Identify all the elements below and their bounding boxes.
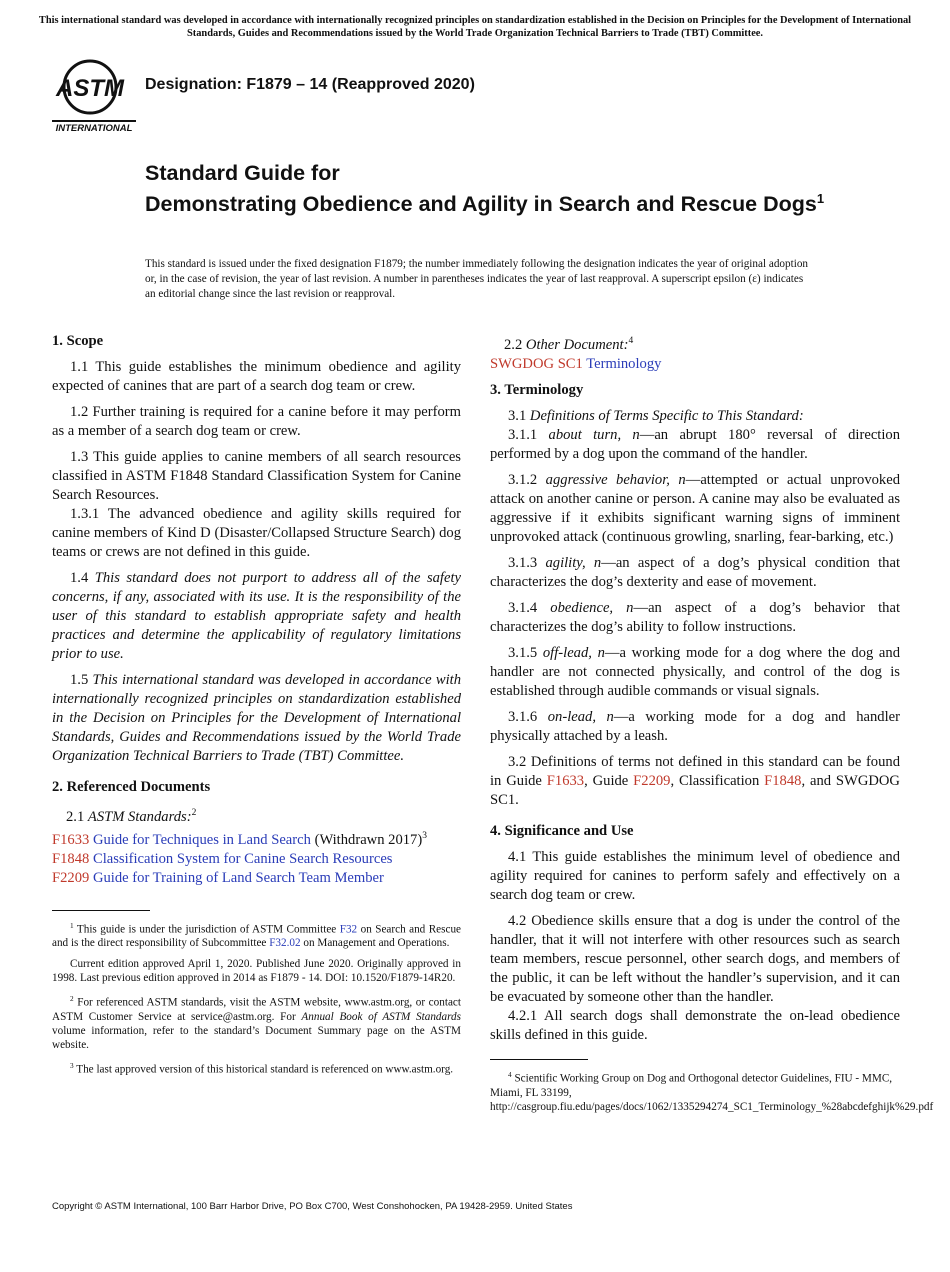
para-1-3-1: 1.3.1 The advanced obedience and agility skills required for canine members of Kind D (Disaster/Collapsed Structure Search) dog teams or crews are not defined in this guide. (52, 506, 461, 560)
para-1-5: 1.5 This international standard was developed in accordance with internationally recognized principles on standardization established in the Decision on Principles for the Development of International Standards, Guides and Recommendations issued by the World Trade Organization Technical Barriers to Trade (TBT) Committee. (52, 672, 462, 764)
section-scope-heading: 1. Scope (52, 333, 104, 349)
standard-issuance-note: This standard is issued under the fixed designation F1879; the number immediately following the designation indicates the year of original adoption or, in the case of revision, the year of last revision. A number in parentheses indicates the year of last reapproval. A superscript epsilon (ε) indicates an editorial change since the last revision or reapproval. (145, 258, 809, 300)
para-3-1: 3.1 Definitions of Terms Specific to This Standard: (508, 407, 804, 424)
link-guide-f1633[interactable]: F1633 (546, 772, 585, 789)
document-title (145, 160, 845, 217)
para-1-1: 1.1 This guide establishes the minimum obedience and agility expected of canines that are part of a search dog team or crew. (52, 359, 461, 394)
footnote-1: $^1$ This guide is under the jurisdiction of ASTM Committee F32 on Search and Rescue and is the direct responsibility of Subcommittee F32.02 on Management and Operations. (52, 921, 462, 950)
para-2-2: 2.2 Other Document:$^4$ (504, 336, 634, 353)
para-1-2: 1.2 Further training is required for a canine before it may perform as a member of a search dog team or crew. (52, 404, 461, 439)
para-1-3: 1.3 This guide applies to canine members of all search resources classified in ASTM F1848 Standard Classification System for Canine Search Resources. (52, 449, 461, 503)
para-1-4: 1.4 This standard does not purport to address all of the safety concerns, if any, associated with its use. It is the responsibility of the user of this standard to establish appropriate safety and health practices and determine the applicability of regulatory limitations prior to use. (52, 570, 461, 662)
astm-logo (52, 56, 136, 134)
para-3-2: 3.2 Definitions of terms not defined in this standard can be found in Guide F1633, Guide F2209, Classification F1848, and SWGDOG SC1. (490, 753, 900, 808)
footnote-1-edition: Current edition approved April 1, 2020. Published June 2020. Originally approved in 1998. Last previous edition approved in 2014 as F1879 - 14. DOI: 10.1520/F1879-14R20. (52, 958, 461, 985)
title-footnote-ref: 1 (816, 191, 825, 206)
link-f2209[interactable]: F2209 (52, 869, 90, 886)
footnote-3: $^3$ The last approved version of this historical standard is referenced on www.astm.org. (70, 1062, 454, 1076)
section-significance-heading: 4. Significance and Use (490, 822, 634, 839)
ref-swgdog (490, 355, 900, 374)
link-f1633-title[interactable]: Guide for Techniques in Land Search (92, 831, 311, 848)
right-column (490, 332, 934, 1121)
left-column (52, 332, 461, 1084)
para-2-1: 2.1 ASTM Standards:$^2$ (66, 808, 197, 825)
footnote-divider (52, 910, 150, 911)
top-notice: This international standard was developed in accordance with internationally recognized principles on standardization established in the Decision on Principles for the Development of International Standards, Guides and Recommendations issued by the World Trade Organization Technical Barriers to Trade (TBT) Committee. (38, 15, 912, 39)
para-4-1: 4.1 This guide establishes the minimum level of obedience and agility required for canines to perform safely and effectively on a search dog team or crew. (490, 848, 900, 903)
ref-f2209 (52, 869, 461, 888)
link-f32[interactable]: F32 (339, 923, 358, 936)
link-f1848[interactable]: F1848 (52, 850, 90, 867)
para-3-1-2: 3.1.2 aggressive behavior, n—attempted or actual unprovoked attack on another canine or person. A canine may also be evaluated as aggressive if it exhibits significant warning signs of imminent unprovoked attack (continuous growling, snarling, fear-barking, etc.) (490, 471, 900, 545)
para-3-1-5: 3.1.5 off-lead, n—a working mode for a dog where the dog and handler are not connected physically, and control of the dog is established through audible commands or visual signals. (490, 644, 900, 699)
link-f1848-title[interactable]: Classification System for Canine Search Resources (92, 850, 393, 867)
logo-text: ASTM (56, 75, 124, 102)
footnote-2: $^2$ For referenced ASTM standards, visit the ASTM website, www.astm.org, or contact ASTM Customer Service at service@astm.org. For Annual Book of ASTM Standards volume information, refer to the standard’s Document Summary page on the ASTM website. (52, 995, 461, 1052)
title-line-2: Demonstrating Obedience and Agility in Search and Rescue Dogs$^1$ (145, 191, 825, 217)
link-class-f1848[interactable]: F1848 (764, 772, 802, 789)
ref-f1633: F1633 Guide for Techniques in Land Search (Withdrawn 2017)$^3$ (52, 830, 427, 848)
footnote-4: $^4$ Scientific Working Group on Dog and Orthogonal detector Guidelines, FIU - MMC, Miami, FL 33199, http://casgroup.fiu.edu/pages/docs/1062/1335294274_SC1_Terminology_%28abcdefghijk%29.pdf (490, 1070, 934, 1113)
link-f1633[interactable]: F1633 (52, 831, 90, 848)
para-3-1-3: 3.1.3 agility, n—an aspect of a dog’s physical condition that characterizes the dog’s dexterity and ease of movement. (490, 554, 900, 590)
section-terminology-heading: 3. Terminology (490, 381, 584, 398)
link-swgdog-terminology[interactable]: Terminology (586, 355, 662, 372)
link-guide-f2209[interactable]: F2209 (633, 772, 671, 789)
link-f32-02[interactable]: F32.02 (269, 937, 301, 950)
link-f2209-title[interactable]: Guide for Training of Land Search Team Member (92, 869, 384, 886)
ref-f1848 (52, 850, 461, 869)
logo-subtext: INTERNATIONAL (55, 123, 133, 134)
footnote-divider-right (490, 1059, 588, 1060)
para-3-1-6: 3.1.6 on-lead, n—a working mode for a dog and handler physically attached by a leash. (490, 708, 900, 744)
para-4-2-1: 4.2.1 All search dogs shall demonstrate the on-lead obedience skills defined in this guide. (490, 1007, 900, 1043)
para-3-1-1: 3.1.1 about turn, n—an abrupt 180° reversal of direction performed by a dog upon the command of the handler. (490, 426, 901, 462)
copyright-notice: Copyright © ASTM International, 100 Barr Harbor Drive, PO Box C700, West Conshohocken, PA 19428-2959. United States (52, 1201, 573, 1212)
para-4-2: 4.2 Obedience skills ensure that a dog is under the control of the handler, that it will not interfere with other resources such as search team members, rescue personnel, other search dogs, and members of the public, it can be left without the handler’s supervision, and it can be evacuated by someone other than the handler. (490, 912, 900, 1005)
link-swgdog-sc1[interactable]: SWGDOG SC1 (490, 355, 583, 372)
section-referenced-heading: 2. Referenced Documents (52, 779, 211, 795)
designation: Designation: F1879 – 14 (Reapproved 2020) (145, 76, 475, 93)
para-3-1-4: 3.1.4 obedience, n—an aspect of a dog’s behavior that characterizes the dog’s ability to follow instructions. (490, 599, 901, 635)
title-line-1: Standard Guide for (145, 161, 340, 185)
